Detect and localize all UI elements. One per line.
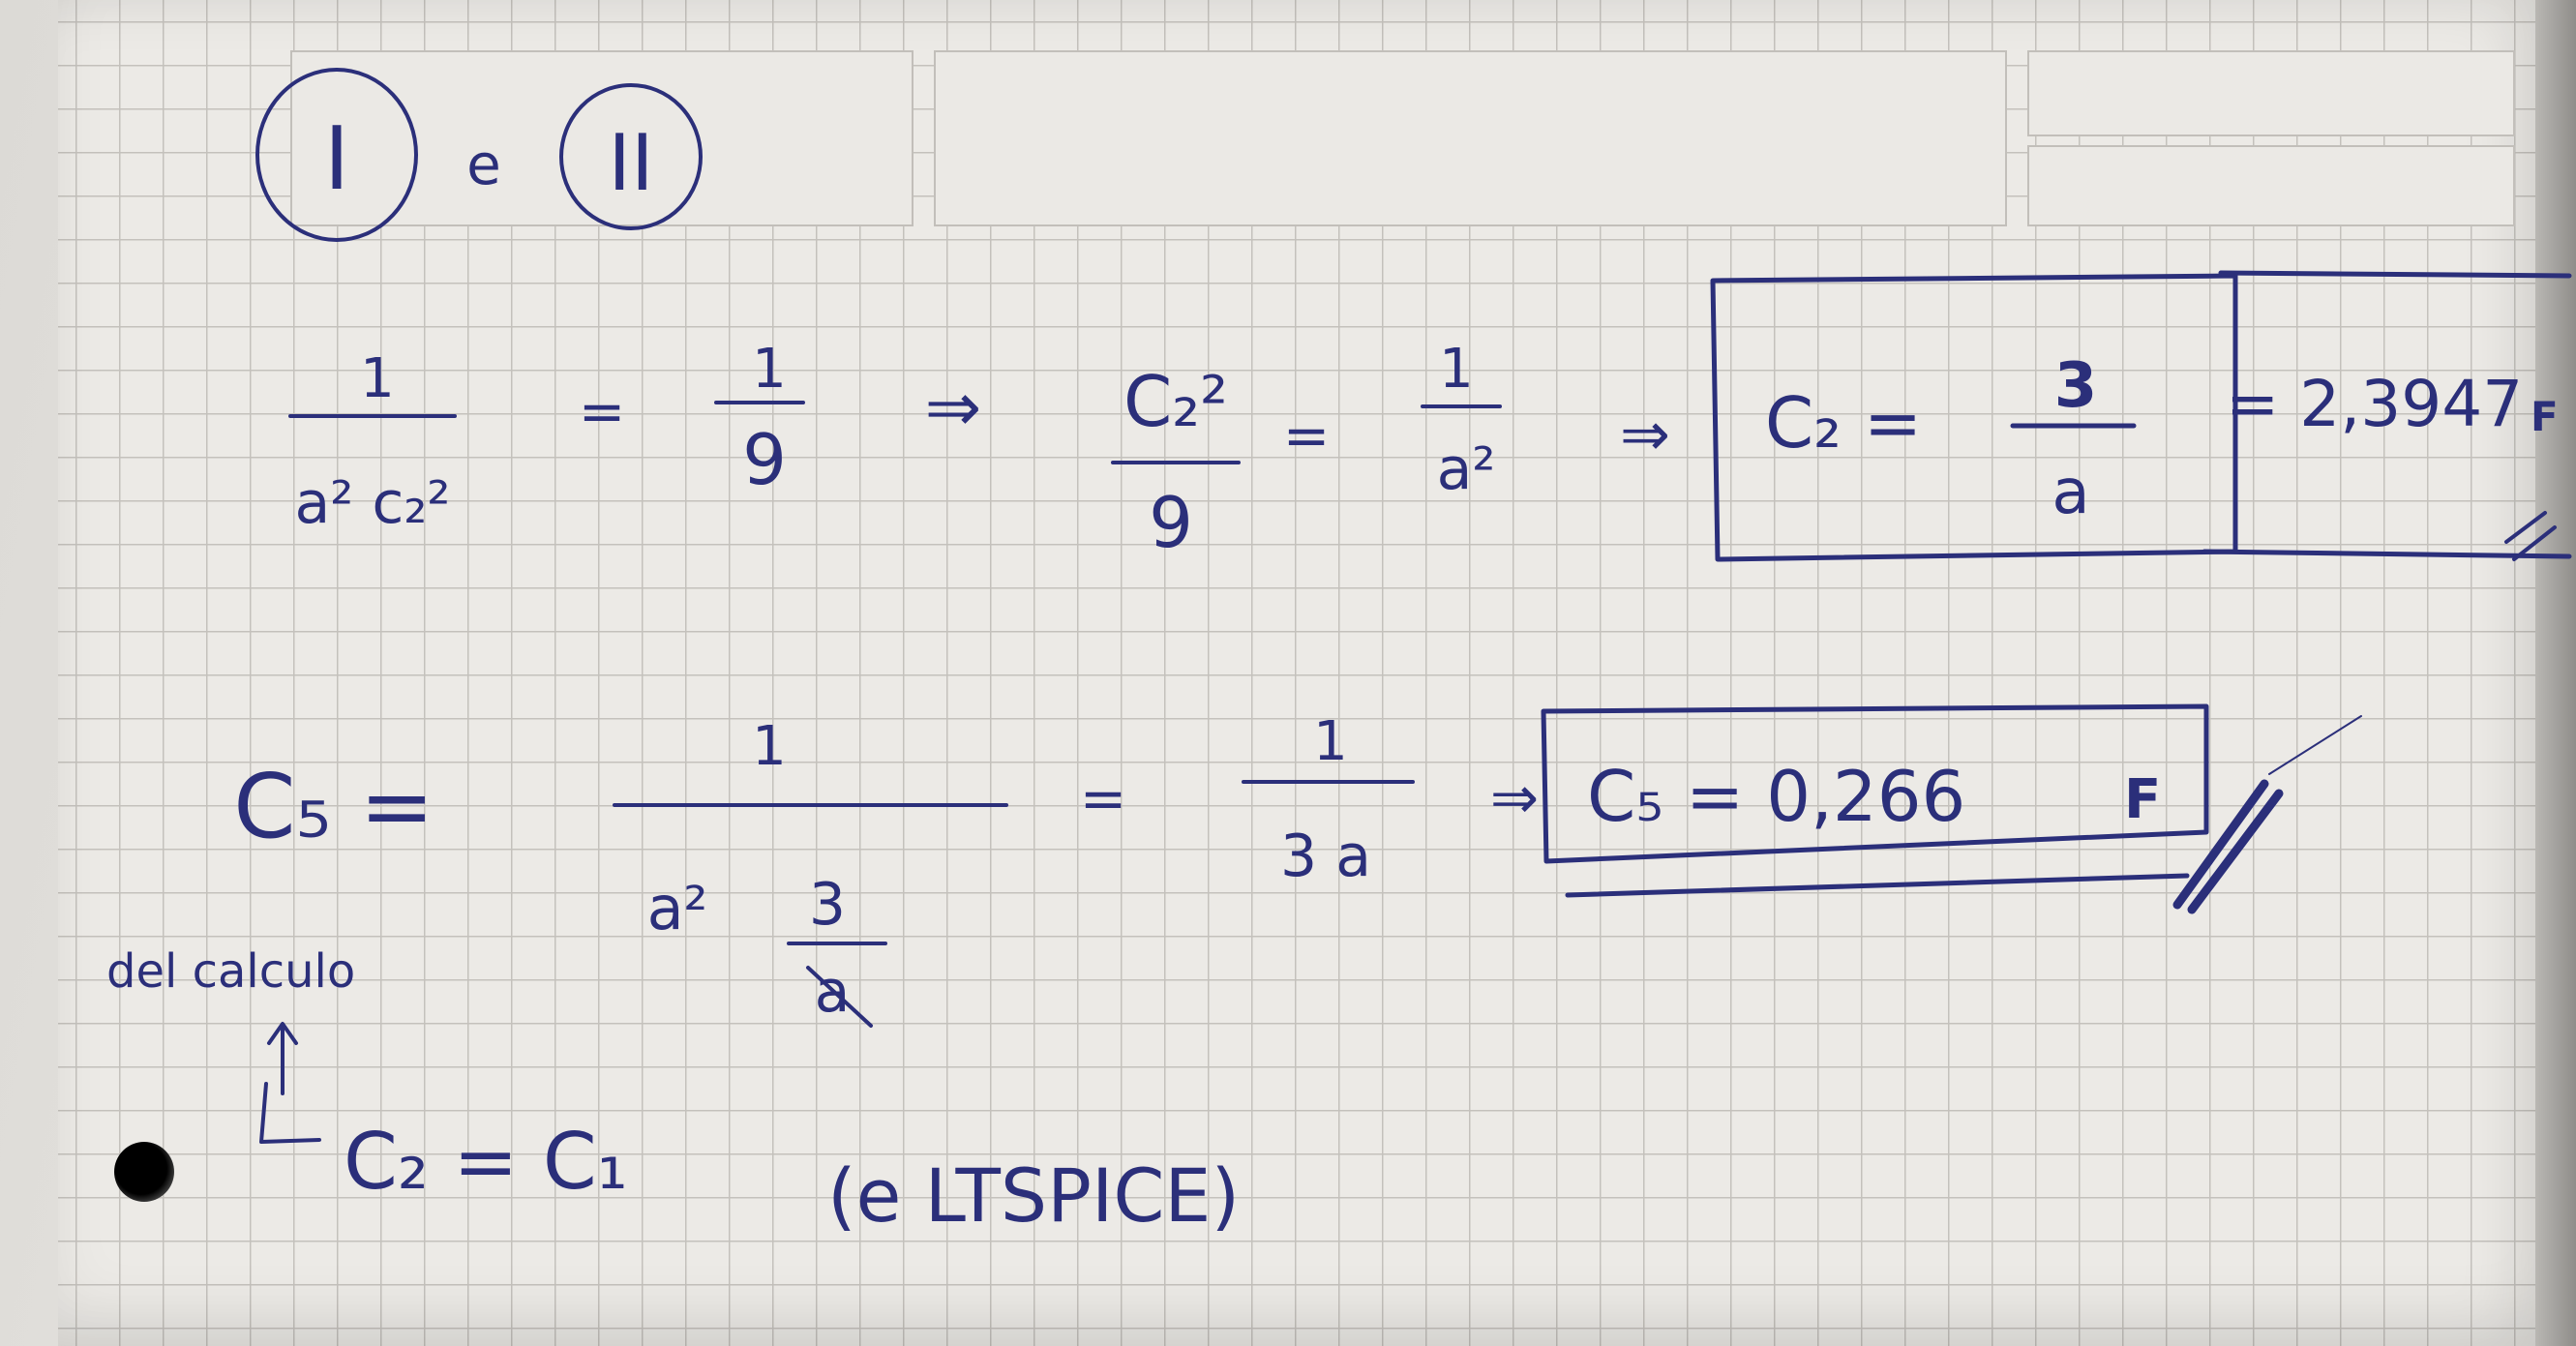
underline-hatch (2506, 513, 2555, 559)
frac-a-denominator: a² c₂² (294, 469, 451, 537)
frac-e-inner-numerator: 3 (808, 871, 847, 939)
roman-one-text: I (323, 108, 350, 210)
frac-d-numerator: 1 (1439, 338, 1474, 401)
frac-e-den-a: a² (646, 873, 708, 943)
roman-two-text: II (608, 118, 654, 208)
result-unit: F (2531, 393, 2559, 440)
frac-f-numerator: 1 (1313, 710, 1348, 773)
frac-c-numerator: C₂² (1123, 361, 1228, 442)
header-conjunction: e (466, 132, 501, 197)
frac-e-inner-denominator: a (814, 958, 851, 1026)
c5-lhs: C₅ = (233, 755, 434, 858)
pen-scribble (2177, 784, 2279, 910)
boxed-c5-text: C₅ = 0,266 (1587, 756, 1966, 837)
result-value: = 2,3947 (2226, 367, 2524, 441)
bracket-stroke (261, 1084, 319, 1142)
frac-e-numerator: 1 (752, 715, 787, 778)
result-extension-bottom (2204, 552, 2569, 556)
boxed-c2-denominator: a (2052, 457, 2090, 528)
implies-arrow-2: ⇒ (1620, 399, 1670, 469)
frac-a-numerator: 1 (360, 347, 395, 410)
frac-b-numerator: 1 (752, 338, 787, 401)
equals-2: = (1282, 403, 1331, 468)
frac-b-denominator: 9 (742, 419, 787, 500)
pen-light-trail (2269, 716, 2361, 774)
boxed-c2-lhs: C₂ = (1764, 382, 1923, 464)
boxed-c2-numerator: 3 (2053, 350, 2098, 422)
result-box-c5-underline (1568, 876, 2187, 895)
equals-1: = (578, 378, 626, 444)
frac-c-denominator: 9 (1149, 482, 1193, 563)
boxed-c5-unit: F (2124, 768, 2162, 831)
result-extension-top (2221, 273, 2569, 276)
frac-d-denominator: a² (1436, 435, 1496, 503)
del-calculo-note: del calculo (106, 944, 356, 999)
c2-equals-c1: C₂ = C₁ (344, 1117, 628, 1207)
frac-f-denominator: 3 a (1279, 823, 1372, 890)
implies-arrow-3: ⇒ (1489, 764, 1540, 832)
ltspice-note: (e LTSPICE) (827, 1152, 1241, 1239)
up-arrow (269, 1024, 296, 1093)
implies-arrow-1: ⇒ (924, 368, 982, 447)
equals-3: = (1079, 765, 1127, 831)
